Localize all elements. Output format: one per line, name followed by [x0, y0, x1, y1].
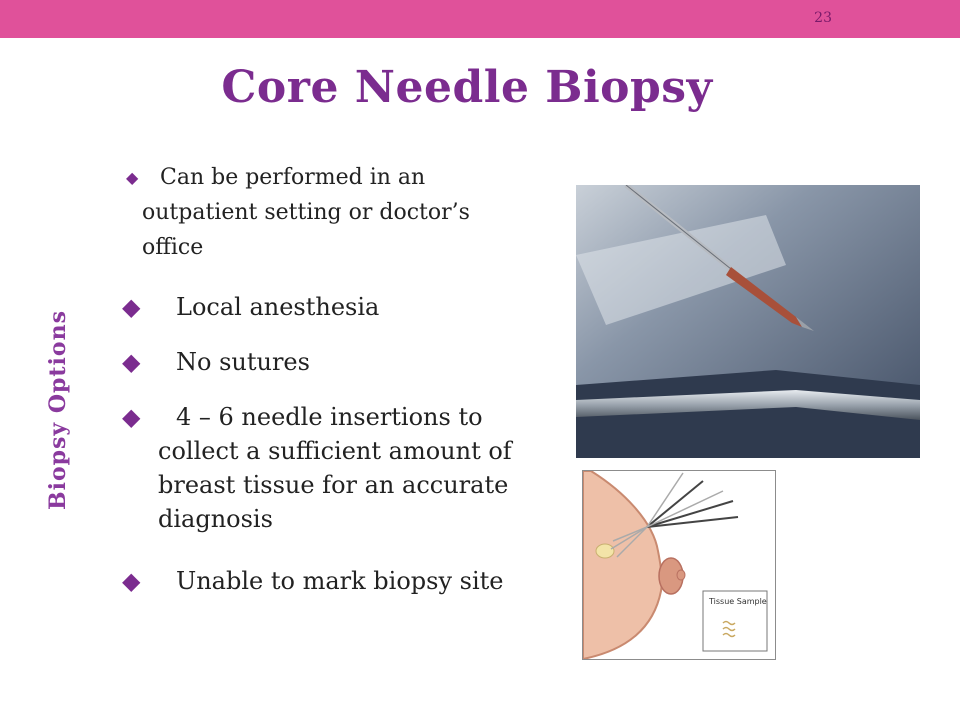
biopsy-diagram [582, 470, 776, 660]
section-label: Biopsy Options [45, 310, 71, 510]
slide-title: Core Needle Biopsy [221, 62, 713, 113]
diamond-bullet-icon: ◆ [122, 567, 141, 595]
breast-diagram-illustration [583, 471, 775, 659]
bullet-item [122, 400, 552, 536]
bullet-item [122, 290, 542, 324]
bullet-text: Local anesthesia [176, 293, 380, 321]
bullet-item [122, 564, 542, 598]
bullet-text: No sutures [176, 348, 310, 376]
needle-photo-illustration [576, 185, 920, 458]
diamond-bullet-icon: ◆ [122, 293, 141, 321]
slide-number: 23 [814, 10, 832, 26]
tissue-sample-label: Tissue Sample [709, 597, 767, 606]
diamond-bullet-icon: ◆ [126, 168, 139, 187]
bullet-item [122, 345, 542, 379]
diamond-bullet-icon: ◆ [122, 348, 141, 376]
bullet-text: 4 – 6 needle insertions to collect a sufficient amount of breast tissue for an accurate diagnosis [158, 403, 512, 533]
bullet-item [122, 160, 522, 265]
diamond-bullet-icon: ◆ [122, 403, 141, 431]
needle-biopsy-photo [576, 185, 920, 458]
bullet-text: Unable to mark biopsy site [176, 567, 504, 595]
bullet-text: Can be performed in an outpatient setting or doctor’s office [142, 165, 470, 260]
